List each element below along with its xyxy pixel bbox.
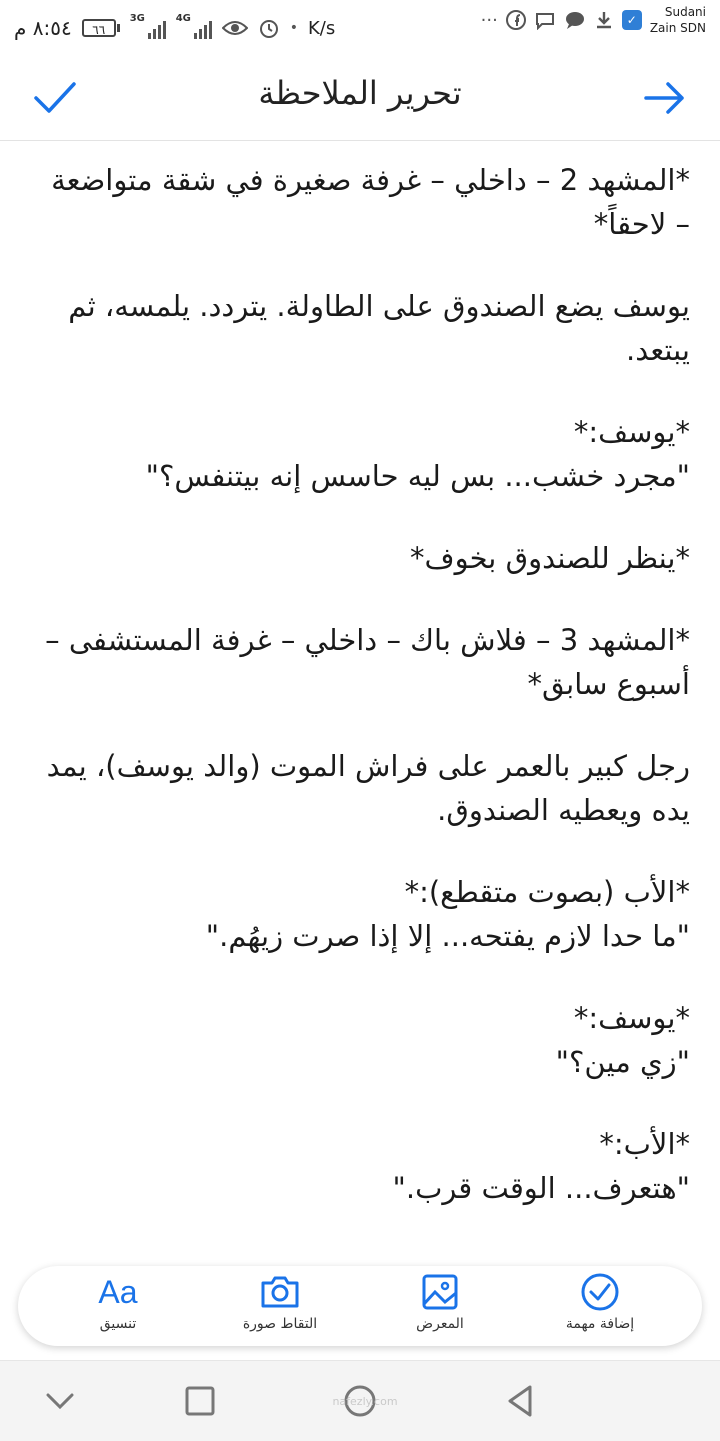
note-paragraph: يوسف يضع الصندوق على الطاولة. يتردد. يلمسه، ثم يبتعد.: [68, 289, 690, 367]
network-3g-label: 3G: [129, 13, 145, 24]
note-paragraph: رجل كبير بالعمر على فراش الموت (والد يوسف)، يمد يده ويعطيه الصندوق.: [46, 749, 690, 827]
gallery-label: المعرض: [416, 1316, 464, 1332]
battery-icon: [82, 19, 120, 37]
note-paragraph: *يوسف:* "زي مين؟": [555, 1001, 690, 1079]
dot-icon: •: [289, 20, 298, 36]
navigation-bar: [0, 1360, 720, 1441]
signal-3g-icon: [129, 13, 166, 39]
text-format-icon: Aa: [98, 1273, 138, 1310]
notification-icons: [481, 10, 642, 31]
note-paragraph: *المشهد 2 – داخلي – غرفة صغيرة في شقة متواضعة – لاحقاً*: [51, 163, 690, 241]
note-editor[interactable]: [36, 158, 690, 1258]
status-bar-right: [481, 4, 706, 36]
alarm-icon: [258, 17, 280, 39]
carrier-name-1: Sudani: [664, 5, 706, 19]
watermark: nafezly.com: [332, 1395, 398, 1408]
back-nav-button[interactable]: [500, 1381, 540, 1421]
note-paragraph: *المشهد 3 – فلاش باك – داخلي – غرفة المستشفى – أسبوع سابق*: [45, 623, 690, 701]
messenger-icon: [534, 10, 556, 30]
add-task-label: إضافة مهمة: [565, 1316, 635, 1332]
page-title: تحرير الملاحظة: [258, 74, 462, 112]
take-photo-button[interactable]: [220, 1272, 340, 1342]
eye-icon: [222, 18, 248, 38]
status-bar-left: [14, 10, 335, 46]
note-paragraph: *الأب (بصوت متقطع):* "ما حدا لازم يفتحه... إلا إذا صرت زيهُم.": [205, 875, 690, 953]
carrier-info: [650, 4, 706, 36]
recents-square-icon: [180, 1381, 220, 1421]
format-label: تنسيق: [99, 1316, 137, 1332]
battery-level: ٦٦: [82, 19, 116, 37]
arrow-right-icon: [640, 76, 690, 120]
take-photo-label: التقاط صورة: [242, 1316, 318, 1332]
back-button[interactable]: [640, 76, 690, 120]
shield-app-icon: ✓: [622, 10, 642, 30]
add-task-button[interactable]: [540, 1272, 660, 1342]
status-bar: [0, 0, 720, 56]
note-paragraph: *الأب:* "هتعرف... الوقت قرب.": [392, 1127, 690, 1205]
clock: ٨:٥٤ م: [14, 16, 72, 40]
format-button[interactable]: [58, 1272, 178, 1342]
back-triangle-icon: [500, 1381, 540, 1421]
note-paragraph: *يوسف:* "مجرد خشب... بس ليه حاسس إنه بيتنفس؟": [145, 415, 690, 493]
carrier-name-2: Zain SDN: [649, 21, 706, 35]
download-icon: [594, 10, 614, 30]
network-4g-label: 4G: [175, 13, 191, 24]
gallery-button[interactable]: [380, 1272, 500, 1342]
signal-4g-icon: [175, 13, 212, 39]
recents-button[interactable]: [180, 1381, 220, 1421]
gallery-icon: [421, 1273, 459, 1311]
note-paragraph: *ينظر للصندوق بخوف*: [410, 541, 690, 575]
chat-icon: [564, 10, 586, 30]
bottom-toolbar: [18, 1266, 702, 1346]
check-circle-icon: [580, 1272, 620, 1312]
network-speed: K/s: [307, 17, 336, 39]
collapse-button[interactable]: [40, 1381, 80, 1421]
top-app-bar: [0, 56, 720, 141]
more-icon: ···: [480, 9, 498, 31]
camera-icon: [259, 1274, 301, 1310]
facebook-icon: [506, 10, 526, 30]
collapse-chevron-icon: [40, 1381, 80, 1421]
